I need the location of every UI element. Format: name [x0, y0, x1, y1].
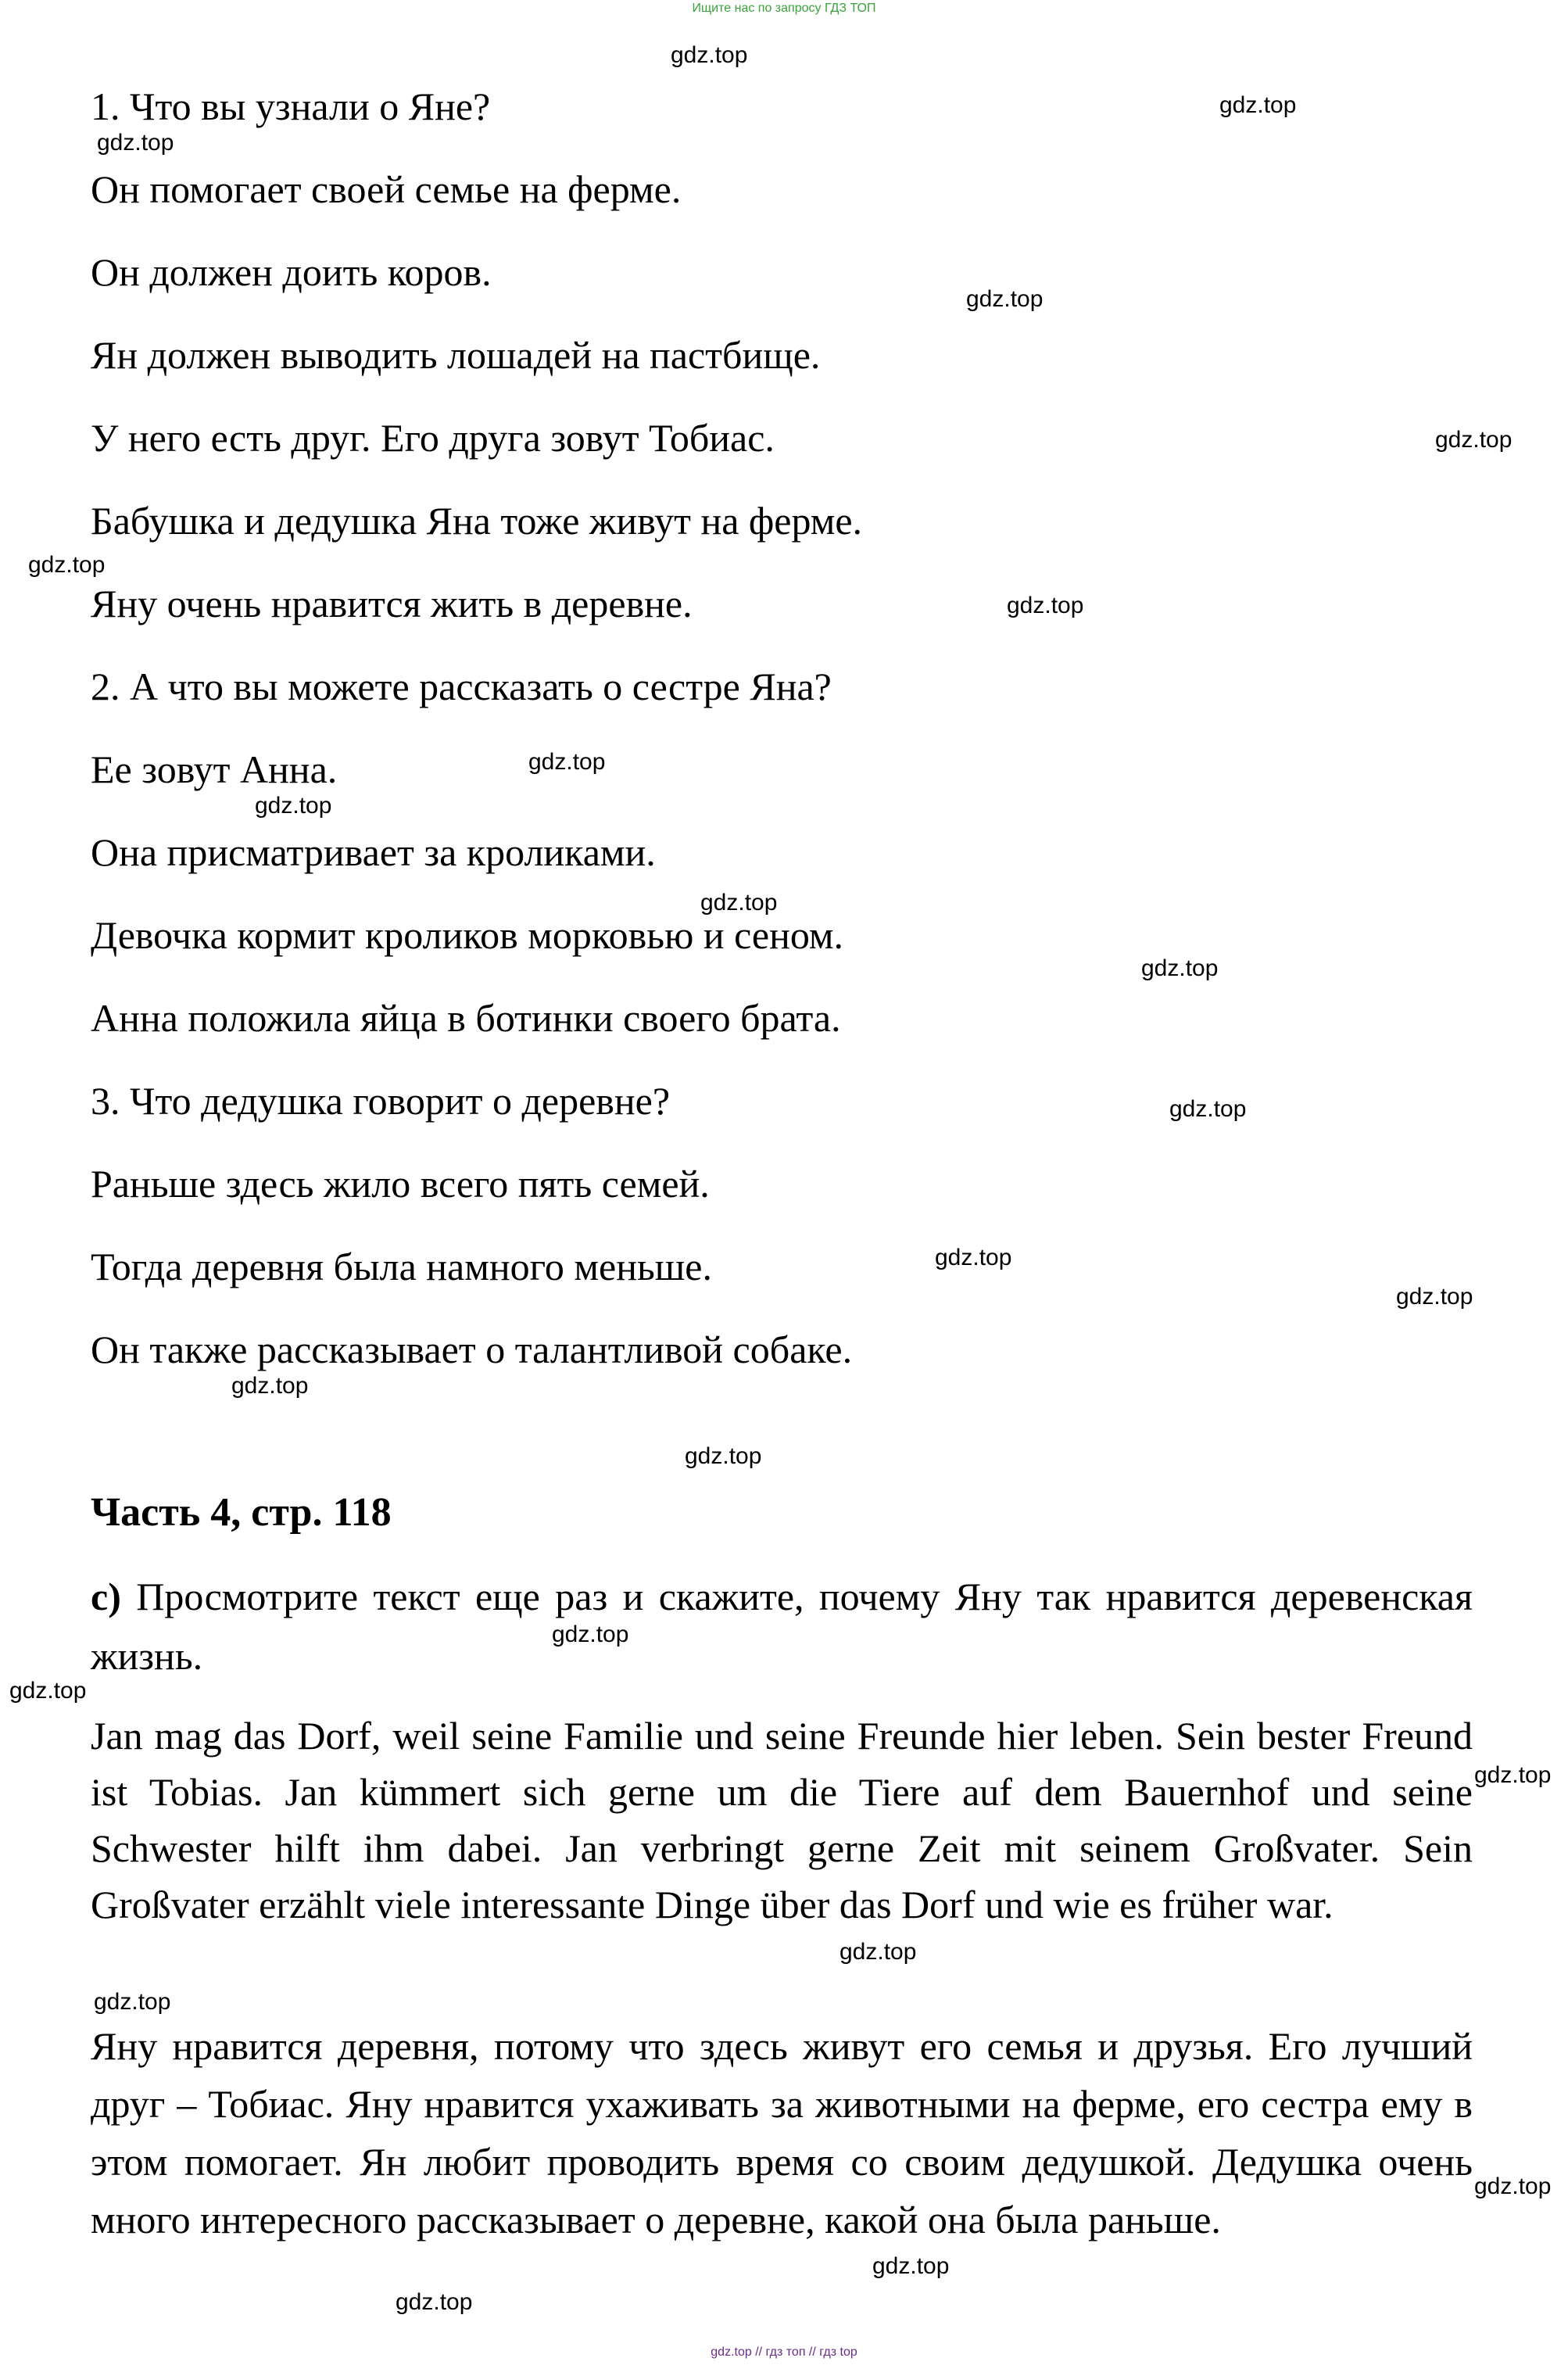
watermark-text: gdz.top — [9, 1678, 87, 1704]
watermark-text: gdz.top — [528, 749, 606, 775]
watermark-text: gdz.top — [396, 2289, 473, 2315]
answer-2-3: Девочка кормит кроликов морковью и сеном. — [91, 913, 844, 957]
watermark-text: gdz.top — [685, 1443, 762, 1469]
answer-2-2: Она присматривает за кроликами. — [91, 830, 656, 874]
german-paragraph: Jan mag das Dorf, weil seine Familie und seine Freunde hier leben. Sein bester Freund ist Tobias. Jan kümmert sich gerne um die Tiere auf dem Bauernhof und seine Schwester hilft ihm dabei. Jan verbringt gerne Zeit mit seinem Großvater. Sein Großvater erzählt viele interessante Dinge über das Dorf und wie es früher war. — [91, 1714, 1473, 1926]
watermark-text: gdz.top — [671, 42, 748, 68]
watermark-text: gdz.top — [1219, 92, 1297, 118]
answer-3-1: Раньше здесь жило всего пять семей. — [91, 1162, 710, 1206]
answer-1-4: У него есть друг. Его друга зовут Тобиас. — [91, 416, 775, 460]
watermark-text: gdz.top — [1141, 955, 1219, 981]
answer-1-3: Ян должен выводить лошадей на пастбище. — [91, 333, 821, 377]
answer-3-3: Он также рассказывает о талантливой собаке. — [91, 1328, 853, 1371]
watermark-text: gdz.top — [872, 2253, 950, 2279]
watermark-text: gdz.top — [935, 1245, 1012, 1270]
watermark-text: gdz.top — [1435, 427, 1513, 453]
watermark-text: gdz.top — [1169, 1096, 1247, 1122]
watermark-text: gdz.top — [97, 130, 174, 156]
watermark-text: gdz.top — [1474, 2173, 1552, 2199]
question-3: 3. Что дедушка говорит о деревне? — [91, 1079, 671, 1123]
watermark-text: gdz.top — [28, 552, 106, 578]
watermark-text: gdz.top — [552, 1621, 629, 1647]
answer-3-2: Тогда деревня была намного меньше. — [91, 1245, 712, 1288]
answer-2-4: Анна положила яйца в ботинки своего брата. — [91, 996, 841, 1040]
question-1: 1. Что вы узнали о Яне? — [91, 84, 491, 128]
answer-1-5: Бабушка и дедушка Яна тоже живут на ферме. — [91, 499, 863, 543]
watermark-text: gdz.top — [1396, 1284, 1473, 1310]
watermark-text: gdz.top — [1007, 593, 1084, 618]
answer-1-1: Он помогает своей семье на ферме. — [91, 167, 682, 211]
question-2: 2. А что вы можете рассказать о сестре Яна? — [91, 665, 832, 708]
watermark-text: gdz.top — [231, 1373, 309, 1399]
task-paragraph — [91, 1567, 1473, 1686]
answer-1-2: Он должен доить коров. — [91, 250, 492, 294]
watermark-text: gdz.top — [700, 890, 778, 916]
answer-1-6: Яну очень нравится жить в деревне. — [91, 582, 693, 625]
watermark-text: gdz.top — [839, 1939, 917, 1965]
top-banner[interactable]: Ищите нас по запросу ГДЗ ТОП — [692, 2, 876, 15]
answer-2-1: Ее зовут Анна. — [91, 747, 338, 791]
task-label: c) — [91, 1575, 121, 1618]
watermark-text: gdz.top — [255, 793, 332, 819]
russian-paragraph: Яну нравится деревня, потому что здесь живут его семья и друзья. Его лучший друг – Тобиас. Яну нравится ухаживать за животными на ферме, его сестра ему в этом помогает. Ян любит проводить время со своим дедушкой. Дедушка очень много интересного рассказывает о деревне, какой она была раньше. — [91, 2024, 1473, 2241]
bottom-banner[interactable]: gdz.top // гдз топ // гдз top — [711, 2345, 857, 2359]
watermark-text: gdz.top — [966, 286, 1044, 312]
task-text: Просмотрите текст еще раз и скажите, почему Яну так нравится деревенская жизнь. — [91, 1575, 1473, 1678]
watermark-text: gdz.top — [94, 1989, 171, 2015]
watermark-text: gdz.top — [1474, 1762, 1552, 1788]
section-heading: Часть 4, стр. 118 — [91, 1490, 392, 1535]
